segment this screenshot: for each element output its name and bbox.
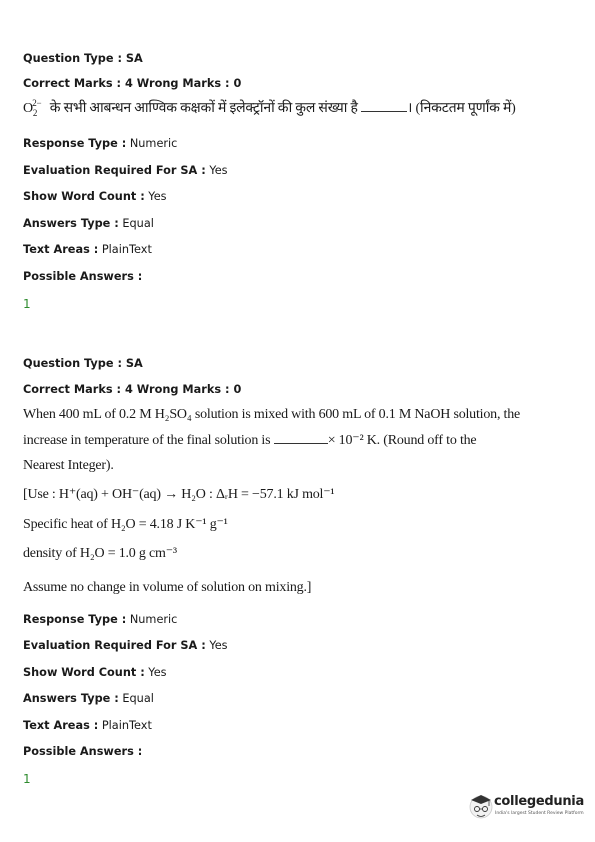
marks: Correct Marks : 4 Wrong Marks : 0	[23, 383, 242, 396]
question-text: $O_2^{2-}$ के सभी आबन्धन आण्विक कक्षकों में इलेक्ट्रॉनों की कुल संख्या है । (निकटतम पूर्णांक में)	[23, 98, 516, 118]
marks: Correct Marks : 4 Wrong Marks : 0	[23, 77, 242, 90]
possible-answers: Possible Answers :	[23, 745, 143, 758]
question-line-3: Nearest Integer).	[23, 458, 114, 473]
response-type: Response Type : Numeric	[23, 137, 178, 150]
logo-name: collegedunia	[494, 794, 584, 809]
question-line-4: [Use : H⁺(aq) + OH⁻(aq) → H₂O : ΔᵣH = −57.1 kJ mol⁻¹	[23, 487, 335, 502]
possible-answers: Possible Answers :	[23, 270, 143, 283]
text-areas: Text Areas : PlainText	[23, 243, 152, 256]
question-line-5: Specific heat of H₂O = 4.18 J K⁻¹ g⁻¹	[23, 517, 228, 532]
text-areas: Text Areas : PlainText	[23, 719, 152, 732]
question-type: Question Type : SA	[23, 357, 143, 370]
question-type: Question Type : SA	[23, 52, 143, 65]
evaluation-required: Evaluation Required For SA : Yes	[23, 639, 228, 652]
answer-blank	[274, 433, 328, 444]
logo-tagline: India's largest Student Review Platform	[495, 811, 584, 816]
show-word-count: Show Word Count : Yes	[23, 666, 167, 679]
answers-type: Answers Type : Equal	[23, 217, 154, 230]
show-word-count: Show Word Count : Yes	[23, 190, 167, 203]
response-type: Response Type : Numeric	[23, 613, 178, 626]
superoxide-formula: $O_2^{2-}$	[23, 98, 42, 118]
evaluation-required: Evaluation Required For SA : Yes	[23, 164, 228, 177]
question-line-7: Assume no change in volume of solution on mixing.]	[23, 580, 312, 595]
answer-value: 1	[23, 297, 31, 311]
answers-type: Answers Type : Equal	[23, 692, 154, 705]
answer-value: 1	[23, 772, 31, 786]
question-line-1: When 400 mL of 0.2 M H₂SO₄ solution is mixed with 600 mL of 0.1 M NaOH solution, the	[23, 407, 521, 422]
question-line-6: density of H₂O = 1.0 g cm⁻³	[23, 546, 177, 561]
question-line-2: increase in temperature of the final solution is × 10⁻² K. (Round off to the	[23, 433, 477, 448]
answer-blank	[361, 101, 407, 112]
